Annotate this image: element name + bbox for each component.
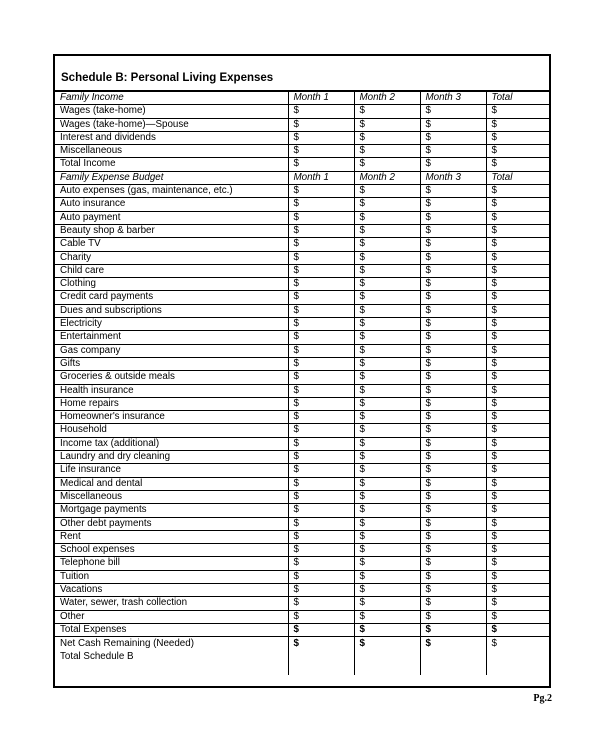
amount-cell[interactable]: $ <box>288 504 354 517</box>
amount-cell[interactable]: $ <box>288 451 354 464</box>
amount-cell[interactable]: $ <box>420 437 486 450</box>
amount-cell[interactable]: $ <box>420 224 486 237</box>
amount-cell[interactable]: $ <box>420 238 486 251</box>
row-label: Beauty shop & barber <box>55 224 288 237</box>
amount-cell[interactable]: $ <box>486 344 549 357</box>
row-label: Gas company <box>55 344 288 357</box>
row-label: Credit card payments <box>55 291 288 304</box>
amount-cell[interactable]: $ <box>288 424 354 437</box>
amount-cell[interactable]: $ <box>420 131 486 144</box>
amount-cell[interactable]: $ <box>486 464 549 477</box>
amount-cell[interactable]: $ <box>486 424 549 437</box>
amount-cell[interactable]: $ <box>288 623 354 636</box>
row-label: Auto expenses (gas, maintenance, etc.) <box>55 185 288 198</box>
row-label: Health insurance <box>55 384 288 397</box>
schedule-frame <box>53 54 551 688</box>
table-row <box>55 198 549 211</box>
row-label: Wages (take-home)—Spouse <box>55 118 288 131</box>
amount-cell[interactable]: $ <box>354 464 420 477</box>
amount-cell[interactable]: $ <box>486 451 549 464</box>
amount-cell[interactable]: $ <box>288 224 354 237</box>
row-label: Electricity <box>55 318 288 331</box>
amount-cell[interactable]: $ <box>420 118 486 131</box>
row-label: Other <box>55 610 288 623</box>
table-row <box>55 238 549 251</box>
schedule-title: Schedule B: Personal Living Expenses <box>61 72 274 84</box>
expense-header-row <box>55 171 549 184</box>
table-row <box>55 504 549 517</box>
amount-cell[interactable]: $ <box>486 490 549 503</box>
amount-cell[interactable]: $ <box>288 357 354 370</box>
amount-cell[interactable]: $ <box>288 264 354 277</box>
amount-cell[interactable]: $ <box>288 344 354 357</box>
amount-cell[interactable]: $ <box>420 610 486 623</box>
amount-cell[interactable]: $ <box>354 597 420 610</box>
amount-cell[interactable]: $ <box>420 490 486 503</box>
table-row <box>55 224 549 237</box>
amount-cell[interactable]: $ <box>420 331 486 344</box>
table-row <box>55 105 549 118</box>
amount-cell[interactable]: $ <box>288 583 354 596</box>
amount-cell[interactable]: $ <box>420 623 486 636</box>
amount-cell[interactable]: $ <box>486 610 549 623</box>
amount-cell[interactable]: $ <box>354 371 420 384</box>
row-label: Water, sewer, trash collection <box>55 597 288 610</box>
row-label: Miscellaneous <box>55 490 288 503</box>
table-row <box>55 530 549 543</box>
row-label: Dues and subscriptions <box>55 304 288 317</box>
amount-cell[interactable]: $ <box>288 371 354 384</box>
net-cash-row <box>55 637 549 676</box>
amount-cell[interactable]: $ <box>486 570 549 583</box>
amount-cell[interactable]: $ <box>354 224 420 237</box>
row-label: Miscellaneous <box>55 145 288 158</box>
amount-cell[interactable]: $ <box>288 185 354 198</box>
amount-cell[interactable]: $ <box>354 185 420 198</box>
amount-cell[interactable]: $ <box>486 384 549 397</box>
table-row <box>55 557 549 570</box>
amount-cell[interactable]: $ <box>420 504 486 517</box>
table-row <box>55 318 549 331</box>
amount-cell[interactable]: $ <box>486 623 549 636</box>
table-row <box>55 583 549 596</box>
row-label: Clothing <box>55 278 288 291</box>
amount-cell[interactable]: $ <box>420 291 486 304</box>
income-header-row <box>55 92 549 105</box>
amount-cell[interactable]: $ <box>354 118 420 131</box>
amount-cell[interactable]: $ <box>420 251 486 264</box>
row-label: Telephone bill <box>55 557 288 570</box>
amount-cell[interactable]: $ <box>354 504 420 517</box>
table-row <box>55 437 549 450</box>
amount-cell[interactable]: $ <box>486 291 549 304</box>
amount-cell[interactable]: $ <box>486 517 549 530</box>
table-row <box>55 477 549 490</box>
amount-cell[interactable]: $ <box>420 357 486 370</box>
amount-cell[interactable]: $ <box>486 597 549 610</box>
amount-cell[interactable]: $ <box>288 530 354 543</box>
amount-cell[interactable]: $ <box>486 238 549 251</box>
amount-cell[interactable]: $ <box>486 477 549 490</box>
amount-cell[interactable]: $ <box>354 397 420 410</box>
amount-cell[interactable]: $ <box>486 557 549 570</box>
amount-cell[interactable]: $ <box>354 424 420 437</box>
amount-cell[interactable]: $ <box>288 544 354 557</box>
amount-cell[interactable]: $ <box>420 264 486 277</box>
amount-cell[interactable]: $ <box>354 238 420 251</box>
amount-cell[interactable]: $ <box>288 158 354 171</box>
table-row <box>55 304 549 317</box>
table-row <box>55 464 549 477</box>
amount-cell[interactable]: $ <box>354 411 420 424</box>
amount-cell[interactable]: $ <box>354 637 420 676</box>
table-row <box>55 251 549 264</box>
amount-cell[interactable]: $ <box>354 583 420 596</box>
amount-cell[interactable]: $ <box>354 610 420 623</box>
table-row <box>55 397 549 410</box>
page-number: Pg.2 <box>533 693 552 704</box>
amount-cell[interactable]: $ <box>354 211 420 224</box>
amount-cell[interactable]: $ <box>288 198 354 211</box>
amount-cell[interactable]: $ <box>354 131 420 144</box>
table-row <box>55 424 549 437</box>
amount-cell[interactable]: $ <box>354 344 420 357</box>
table-row <box>55 490 549 503</box>
column-header: Month 2 <box>354 92 420 105</box>
amount-cell[interactable]: $ <box>420 424 486 437</box>
amount-cell[interactable]: $ <box>288 318 354 331</box>
amount-cell[interactable]: $ <box>288 570 354 583</box>
row-label: Child care <box>55 264 288 277</box>
amount-cell[interactable]: $ <box>420 344 486 357</box>
amount-cell[interactable]: $ <box>354 451 420 464</box>
amount-cell[interactable]: $ <box>288 105 354 118</box>
row-label: Household <box>55 424 288 437</box>
amount-cell[interactable]: $ <box>354 437 420 450</box>
amount-cell[interactable]: $ <box>486 397 549 410</box>
amount-cell[interactable]: $ <box>354 517 420 530</box>
row-label: Homeowner's insurance <box>55 411 288 424</box>
amount-cell[interactable]: $ <box>288 411 354 424</box>
table-row <box>55 411 549 424</box>
row-label: Total Income <box>55 158 288 171</box>
row-label: Gifts <box>55 357 288 370</box>
amount-cell[interactable]: $ <box>288 291 354 304</box>
amount-cell[interactable]: $ <box>354 490 420 503</box>
amount-cell[interactable]: $ <box>288 517 354 530</box>
amount-cell[interactable]: $ <box>420 105 486 118</box>
amount-cell[interactable]: $ <box>288 397 354 410</box>
amount-cell[interactable]: $ <box>354 251 420 264</box>
row-label: Income tax (additional) <box>55 437 288 450</box>
table-row <box>55 384 549 397</box>
amount-cell[interactable]: $ <box>288 597 354 610</box>
amount-cell[interactable]: $ <box>486 504 549 517</box>
row-label: Total Expenses <box>55 623 288 636</box>
table-row <box>55 264 549 277</box>
amount-cell[interactable]: $ <box>420 583 486 596</box>
amount-cell[interactable]: $ <box>354 278 420 291</box>
table-row <box>55 278 549 291</box>
amount-cell[interactable]: $ <box>420 397 486 410</box>
total-schedule-label: Total Schedule B <box>60 650 134 662</box>
amount-cell[interactable]: $ <box>486 411 549 424</box>
table-row <box>55 597 549 610</box>
column-header: Month 1 <box>288 92 354 105</box>
amount-cell[interactable]: $ <box>354 105 420 118</box>
row-label: Life insurance <box>55 464 288 477</box>
row-label: Auto payment <box>55 211 288 224</box>
amount-cell[interactable]: $ <box>420 557 486 570</box>
section-header-label: Family Expense Budget <box>55 171 288 184</box>
amount-cell[interactable]: $ <box>486 105 549 118</box>
column-header: Month 2 <box>354 171 420 184</box>
amount-cell[interactable]: $ <box>420 570 486 583</box>
amount-cell[interactable]: $ <box>420 530 486 543</box>
row-label: Charity <box>55 251 288 264</box>
row-label: Mortgage payments <box>55 504 288 517</box>
amount-cell[interactable]: $ <box>420 185 486 198</box>
amount-cell[interactable]: $ <box>486 251 549 264</box>
table-row <box>55 118 549 131</box>
amount-cell[interactable]: $ <box>486 331 549 344</box>
amount-cell[interactable]: $ <box>354 304 420 317</box>
amount-cell[interactable]: $ <box>486 357 549 370</box>
amount-cell[interactable]: $ <box>354 145 420 158</box>
row-label: Laundry and dry cleaning <box>55 451 288 464</box>
row-label: Other debt payments <box>55 517 288 530</box>
column-header: Month 3 <box>420 92 486 105</box>
column-header: Total <box>486 92 549 105</box>
amount-cell[interactable]: $ <box>486 211 549 224</box>
row-label: Tuition <box>55 570 288 583</box>
section-header-label: Family Income <box>55 92 288 105</box>
amount-cell[interactable]: $ <box>354 557 420 570</box>
amount-cell[interactable]: $ <box>486 278 549 291</box>
amount-cell[interactable]: $ <box>486 530 549 543</box>
amount-cell[interactable]: $ <box>288 304 354 317</box>
amount-cell[interactable]: $ <box>354 530 420 543</box>
row-label: Rent <box>55 530 288 543</box>
amount-cell[interactable]: $ <box>420 304 486 317</box>
row-label: School expenses <box>55 544 288 557</box>
amount-cell[interactable]: $ <box>288 557 354 570</box>
row-label: Auto insurance <box>55 198 288 211</box>
amount-cell[interactable]: $ <box>288 477 354 490</box>
amount-cell[interactable]: $ <box>420 145 486 158</box>
amount-cell[interactable]: $ <box>354 264 420 277</box>
table-row <box>55 517 549 530</box>
table-row <box>55 357 549 370</box>
table-row <box>55 331 549 344</box>
table-row <box>55 145 549 158</box>
row-label: Cable TV <box>55 238 288 251</box>
amount-cell[interactable]: $ <box>354 291 420 304</box>
table-row <box>55 291 549 304</box>
amount-cell[interactable]: $ <box>354 318 420 331</box>
amount-cell[interactable]: $ <box>288 331 354 344</box>
row-label <box>55 637 288 676</box>
amount-cell[interactable]: $ <box>288 384 354 397</box>
amount-cell[interactable]: $ <box>486 158 549 171</box>
amount-cell[interactable]: $ <box>486 131 549 144</box>
amount-cell[interactable]: $ <box>486 264 549 277</box>
amount-cell[interactable]: $ <box>486 318 549 331</box>
amount-cell[interactable]: $ <box>491 638 497 650</box>
column-header: Total <box>486 171 549 184</box>
row-label: Entertainment <box>55 331 288 344</box>
amount-cell[interactable]: $ <box>486 371 549 384</box>
table-row <box>55 570 549 583</box>
amount-cell[interactable]: $ <box>486 224 549 237</box>
budget-table <box>55 92 549 675</box>
table-row <box>55 344 549 357</box>
row-label: Medical and dental <box>55 477 288 490</box>
amount-cell[interactable]: $ <box>486 544 549 557</box>
amount-cell[interactable]: $ <box>486 198 549 211</box>
amount-cell[interactable]: $ <box>288 464 354 477</box>
amount-cell[interactable]: $ <box>354 357 420 370</box>
table-row <box>55 544 549 557</box>
amount-cell[interactable]: $ <box>288 637 354 676</box>
table-row <box>55 211 549 224</box>
amount-cell[interactable]: $ <box>288 118 354 131</box>
amount-cell[interactable]: $ <box>486 185 549 198</box>
amount-cell[interactable]: $ <box>420 371 486 384</box>
row-label: Vacations <box>55 583 288 596</box>
table-row <box>55 158 549 171</box>
amount-cell[interactable]: $ <box>420 198 486 211</box>
row-label: Interest and dividends <box>55 131 288 144</box>
amount-cell[interactable]: $ <box>288 145 354 158</box>
amount-cell[interactable]: $ <box>354 477 420 490</box>
amount-cell[interactable]: $ <box>420 211 486 224</box>
amount-cell[interactable]: $ <box>420 158 486 171</box>
amount-cell[interactable]: $ <box>354 331 420 344</box>
row-label: Groceries & outside meals <box>55 371 288 384</box>
table-row <box>55 623 549 636</box>
amount-cell[interactable]: $ <box>420 318 486 331</box>
amount-cell[interactable]: $ <box>420 544 486 557</box>
net-cash-label: Net Cash Remaining (Needed) <box>60 638 194 650</box>
table-row <box>55 371 549 384</box>
table-row <box>55 131 549 144</box>
amount-cell[interactable]: $ <box>288 437 354 450</box>
amount-cell[interactable]: $ <box>486 118 549 131</box>
amount-cell[interactable]: $ <box>486 145 549 158</box>
amount-cell[interactable]: $ <box>288 610 354 623</box>
amount-cell[interactable]: $ <box>420 278 486 291</box>
row-label: Home repairs <box>55 397 288 410</box>
amount-cell[interactable]: $ <box>420 517 486 530</box>
amount-cell[interactable]: $ <box>354 384 420 397</box>
amount-cell[interactable]: $ <box>420 451 486 464</box>
amount-cell[interactable]: $ <box>288 490 354 503</box>
amount-cell[interactable]: $ <box>288 278 354 291</box>
amount-cell[interactable]: $ <box>354 623 420 636</box>
row-label: Wages (take-home) <box>55 105 288 118</box>
amount-cell[interactable]: $ <box>486 304 549 317</box>
amount-cell[interactable]: $ <box>354 570 420 583</box>
amount-cell[interactable]: $ <box>354 158 420 171</box>
table-row <box>55 451 549 464</box>
amount-cell[interactable]: $ <box>420 464 486 477</box>
amount-cell[interactable]: $ <box>420 477 486 490</box>
column-header: Month 3 <box>420 171 486 184</box>
amount-cell[interactable]: $ <box>288 211 354 224</box>
amount-cell[interactable]: $ <box>486 583 549 596</box>
table-row <box>55 185 549 198</box>
table-row <box>55 610 549 623</box>
amount-cell[interactable]: $ <box>354 198 420 211</box>
amount-cell[interactable]: $ <box>486 437 549 450</box>
amount-cell[interactable]: $ <box>288 251 354 264</box>
amount-cell[interactable]: $ <box>288 238 354 251</box>
amount-cell[interactable]: $ <box>288 131 354 144</box>
amount-cell[interactable]: $ <box>354 544 420 557</box>
amount-cell[interactable]: $ <box>420 384 486 397</box>
amount-cell[interactable]: $ <box>420 637 486 676</box>
amount-cell[interactable]: $ <box>420 597 486 610</box>
column-header: Month 1 <box>288 171 354 184</box>
amount-cell[interactable]: $ <box>420 411 486 424</box>
